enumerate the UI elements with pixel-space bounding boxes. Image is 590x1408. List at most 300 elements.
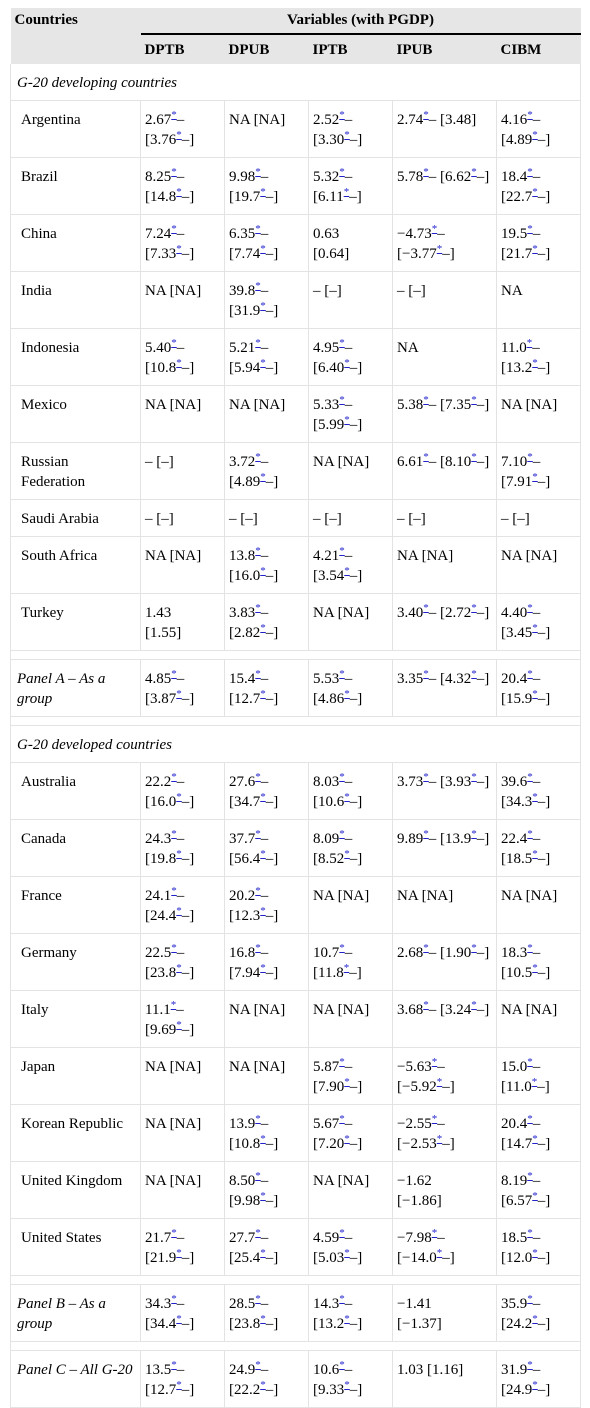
value-line: NA [NA] bbox=[313, 1173, 370, 1189]
value-line: [−14.0*–] bbox=[397, 1247, 455, 1266]
significance-marker[interactable]: * bbox=[532, 791, 538, 803]
value-line: 9.98*– bbox=[229, 166, 269, 185]
country-cell: Japan bbox=[11, 1048, 141, 1105]
significance-marker[interactable]: * bbox=[527, 1293, 533, 1305]
value-cell bbox=[225, 877, 309, 934]
value-line: 3.83*– bbox=[229, 602, 269, 621]
value-cell bbox=[225, 158, 309, 215]
country-cell: India bbox=[11, 272, 141, 329]
value-line: 7.24*– bbox=[145, 223, 185, 242]
value-cell bbox=[309, 820, 393, 877]
value-cell bbox=[309, 1105, 393, 1162]
value-line: [4.86*–] bbox=[313, 688, 363, 707]
significance-marker[interactable]: * bbox=[527, 1170, 533, 1182]
significance-marker[interactable]: * bbox=[423, 394, 429, 406]
value-line: 35.9*– bbox=[501, 1293, 541, 1312]
value-cell bbox=[225, 443, 309, 500]
value-line: NA [NA] bbox=[501, 548, 558, 564]
significance-marker[interactable]: * bbox=[339, 166, 345, 178]
significance-marker[interactable]: * bbox=[343, 186, 350, 198]
value-line: – [–] bbox=[501, 511, 530, 527]
significance-marker[interactable]: * bbox=[344, 357, 350, 369]
significance-marker[interactable]: * bbox=[176, 1019, 182, 1031]
significance-marker[interactable]: * bbox=[260, 791, 266, 803]
significance-marker[interactable]: * bbox=[255, 1113, 261, 1125]
value-line: [10.8*–] bbox=[145, 357, 195, 376]
significance-marker[interactable]: * bbox=[260, 357, 266, 369]
significance-marker[interactable]: * bbox=[255, 828, 261, 840]
significance-marker[interactable]: * bbox=[260, 622, 266, 634]
value-cell bbox=[141, 500, 225, 537]
significance-marker[interactable]: * bbox=[532, 1133, 538, 1145]
significance-marker[interactable]: * bbox=[527, 1359, 533, 1371]
significance-marker[interactable]: * bbox=[260, 565, 266, 577]
value-line: NA [NA] bbox=[145, 548, 202, 564]
table-row bbox=[11, 537, 581, 594]
value-cell bbox=[393, 158, 497, 215]
value-cell bbox=[393, 1162, 497, 1219]
significance-marker[interactable]: * bbox=[527, 1056, 533, 1068]
value-line: 8.50*– bbox=[229, 1170, 269, 1189]
value-cell bbox=[393, 877, 497, 934]
value-cell bbox=[393, 991, 497, 1048]
significance-marker[interactable]: * bbox=[344, 848, 350, 860]
country-cell: Panel B – As a group bbox=[11, 1285, 141, 1342]
value-line: [7.90*–] bbox=[313, 1076, 363, 1095]
significance-marker[interactable]: * bbox=[527, 223, 533, 235]
value-cell bbox=[141, 1351, 225, 1408]
significance-marker[interactable]: * bbox=[339, 1293, 345, 1305]
value-cell bbox=[141, 443, 225, 500]
spacer-cell bbox=[11, 717, 581, 726]
significance-marker[interactable]: * bbox=[471, 166, 477, 178]
section-header-row bbox=[11, 64, 581, 101]
value-cell bbox=[309, 877, 393, 934]
value-line: 13.9*– bbox=[229, 1113, 269, 1132]
significance-marker[interactable]: * bbox=[255, 451, 261, 463]
value-line: [12.7*–] bbox=[145, 1379, 195, 1398]
value-line: NA bbox=[501, 283, 523, 299]
significance-marker[interactable]: * bbox=[170, 999, 177, 1011]
value-line: 16.8*– bbox=[229, 942, 269, 961]
significance-marker[interactable]: * bbox=[255, 1227, 261, 1239]
value-line: NA [NA] bbox=[145, 1059, 202, 1075]
significance-marker[interactable]: * bbox=[527, 771, 533, 783]
table-row bbox=[11, 594, 581, 651]
significance-marker[interactable]: * bbox=[176, 357, 182, 369]
value-line: [14.7*–] bbox=[501, 1133, 551, 1152]
value-cell bbox=[497, 443, 581, 500]
value-line: 5.67*– bbox=[313, 1113, 353, 1132]
significance-marker[interactable]: * bbox=[255, 545, 261, 557]
significance-marker[interactable]: * bbox=[423, 109, 429, 121]
country-cell: Australia bbox=[11, 763, 141, 820]
significance-marker[interactable]: * bbox=[176, 1379, 182, 1391]
significance-marker[interactable]: * bbox=[344, 1313, 350, 1325]
significance-marker[interactable]: * bbox=[471, 828, 477, 840]
significance-marker[interactable]: * bbox=[339, 394, 345, 406]
value-cell bbox=[497, 537, 581, 594]
significance-marker[interactable]: * bbox=[260, 688, 266, 700]
significance-marker[interactable]: * bbox=[176, 129, 182, 141]
countries-header: Countries bbox=[11, 8, 141, 64]
significance-marker[interactable]: * bbox=[176, 905, 182, 917]
significance-marker[interactable]: * bbox=[255, 1293, 261, 1305]
country-cell: Turkey bbox=[11, 594, 141, 651]
significance-marker[interactable]: * bbox=[532, 357, 538, 369]
value-cell bbox=[497, 594, 581, 651]
value-line: [8.52*–] bbox=[313, 848, 363, 867]
significance-marker[interactable]: * bbox=[471, 451, 477, 463]
significance-marker[interactable]: * bbox=[471, 668, 477, 680]
significance-marker[interactable]: * bbox=[171, 668, 177, 680]
value-cell bbox=[225, 934, 309, 991]
value-cell bbox=[393, 1285, 497, 1342]
value-line: NA bbox=[397, 340, 419, 356]
significance-marker[interactable]: * bbox=[176, 243, 182, 255]
significance-marker[interactable]: * bbox=[527, 1227, 533, 1239]
significance-marker[interactable]: * bbox=[431, 1227, 438, 1239]
significance-marker[interactable]: * bbox=[339, 668, 345, 680]
spacer-cell bbox=[11, 1276, 581, 1285]
significance-marker[interactable]: * bbox=[255, 942, 261, 954]
value-cell bbox=[497, 1162, 581, 1219]
significance-marker[interactable]: * bbox=[260, 1190, 266, 1202]
significance-marker[interactable]: * bbox=[526, 337, 533, 349]
value-line: 5.32*– bbox=[313, 166, 353, 185]
significance-marker[interactable]: * bbox=[344, 565, 350, 577]
significance-marker[interactable]: * bbox=[471, 602, 477, 614]
value-cell bbox=[497, 386, 581, 443]
significance-marker[interactable]: * bbox=[471, 942, 477, 954]
significance-marker[interactable]: * bbox=[423, 942, 429, 954]
significance-marker[interactable]: * bbox=[255, 166, 261, 178]
value-line: NA [NA] bbox=[229, 1002, 286, 1018]
significance-marker[interactable]: * bbox=[532, 129, 538, 141]
significance-marker[interactable]: * bbox=[176, 791, 182, 803]
significance-marker[interactable]: * bbox=[532, 962, 538, 974]
country-cell: South Africa bbox=[11, 537, 141, 594]
section-header-row bbox=[11, 726, 581, 763]
significance-marker[interactable]: * bbox=[471, 394, 477, 406]
significance-marker[interactable]: * bbox=[344, 129, 350, 141]
value-cell bbox=[225, 1219, 309, 1276]
value-line: [3.76*–] bbox=[145, 129, 195, 148]
significance-marker[interactable]: * bbox=[176, 962, 182, 974]
significance-marker[interactable]: * bbox=[532, 186, 538, 198]
significance-marker[interactable]: * bbox=[176, 848, 182, 860]
table-row bbox=[11, 1048, 581, 1105]
value-cell bbox=[393, 820, 497, 877]
significance-marker[interactable]: * bbox=[260, 1313, 266, 1325]
significance-marker[interactable]: * bbox=[255, 337, 261, 349]
value-line: 3.35*– [4.32*–] bbox=[397, 668, 490, 687]
significance-marker[interactable]: * bbox=[255, 1170, 261, 1182]
value-line: 18.5*– bbox=[501, 1227, 541, 1246]
significance-marker[interactable]: * bbox=[260, 471, 266, 483]
value-line: 2.74*– [3.48] bbox=[397, 109, 477, 128]
significance-marker[interactable]: * bbox=[260, 243, 266, 255]
significance-marker[interactable]: * bbox=[260, 300, 266, 312]
value-line: NA [NA] bbox=[501, 1002, 558, 1018]
significance-marker[interactable]: * bbox=[255, 280, 261, 292]
significance-marker[interactable]: * bbox=[532, 471, 538, 483]
value-line: 15.4*– bbox=[229, 668, 269, 687]
significance-marker[interactable]: * bbox=[423, 602, 429, 614]
significance-marker[interactable]: * bbox=[423, 828, 429, 840]
significance-marker[interactable]: * bbox=[527, 109, 533, 121]
value-line: 22.5*– bbox=[145, 942, 185, 961]
significance-marker[interactable]: * bbox=[532, 1190, 538, 1202]
value-line: [5.94*–] bbox=[229, 357, 279, 376]
country-cell: Brazil bbox=[11, 158, 141, 215]
significance-marker[interactable]: * bbox=[255, 602, 261, 614]
value-line: 2.68*– [1.90*–] bbox=[397, 942, 490, 961]
significance-marker[interactable]: * bbox=[431, 223, 438, 235]
table-row bbox=[11, 215, 581, 272]
value-line: 34.3*– bbox=[145, 1293, 185, 1312]
value-cell bbox=[141, 934, 225, 991]
significance-marker[interactable]: * bbox=[527, 668, 533, 680]
value-line: [12.0*–] bbox=[501, 1247, 551, 1266]
value-line: 5.38*– [7.35*–] bbox=[397, 394, 490, 413]
significance-marker[interactable]: * bbox=[171, 771, 177, 783]
significance-marker[interactable]: * bbox=[344, 1133, 350, 1145]
significance-marker[interactable]: * bbox=[436, 1133, 443, 1145]
table-header bbox=[11, 8, 581, 64]
significance-marker[interactable]: * bbox=[339, 109, 345, 121]
value-line: [2.82*–] bbox=[229, 622, 279, 641]
value-line: 37.7*– bbox=[229, 828, 269, 847]
value-line: −1.41 bbox=[397, 1296, 432, 1312]
value-line: [4.89*–] bbox=[501, 129, 551, 148]
value-cell bbox=[309, 158, 393, 215]
significance-marker[interactable]: * bbox=[423, 451, 429, 463]
value-line: 4.40*– bbox=[501, 602, 541, 621]
significance-marker[interactable]: * bbox=[260, 1133, 266, 1145]
value-line: [18.5*–] bbox=[501, 848, 551, 867]
significance-marker[interactable]: * bbox=[431, 1113, 438, 1125]
value-line: [13.2*–] bbox=[313, 1313, 363, 1332]
significance-marker[interactable]: * bbox=[176, 688, 182, 700]
table-row bbox=[11, 820, 581, 877]
significance-marker[interactable]: * bbox=[339, 771, 345, 783]
country-cell: Saudi Arabia bbox=[11, 500, 141, 537]
significance-marker[interactable]: * bbox=[532, 1379, 538, 1391]
value-cell bbox=[393, 101, 497, 158]
significance-marker[interactable]: * bbox=[171, 828, 177, 840]
value-cell bbox=[309, 1285, 393, 1342]
significance-marker[interactable]: * bbox=[176, 186, 182, 198]
country-cell: Mexico bbox=[11, 386, 141, 443]
value-cell bbox=[141, 820, 225, 877]
significance-marker[interactable]: * bbox=[260, 1247, 266, 1259]
value-cell bbox=[141, 991, 225, 1048]
significance-marker[interactable]: * bbox=[171, 337, 177, 349]
value-line: 5.78*– [6.62*–] bbox=[397, 166, 490, 185]
value-cell bbox=[225, 594, 309, 651]
significance-marker[interactable]: * bbox=[527, 166, 533, 178]
significance-marker[interactable]: * bbox=[344, 1247, 350, 1259]
value-cell bbox=[141, 329, 225, 386]
significance-marker[interactable]: * bbox=[431, 1056, 438, 1068]
value-line: [11.8*–] bbox=[313, 962, 362, 981]
significance-marker[interactable]: * bbox=[527, 602, 533, 614]
value-line: 20.4*– bbox=[501, 668, 541, 687]
value-cell bbox=[309, 272, 393, 329]
country-cell: Canada bbox=[11, 820, 141, 877]
significance-marker[interactable]: * bbox=[260, 186, 266, 198]
significance-marker[interactable]: * bbox=[344, 414, 350, 426]
significance-marker[interactable]: * bbox=[255, 1359, 261, 1371]
significance-marker[interactable]: * bbox=[176, 1247, 182, 1259]
value-line: [10.8*–] bbox=[229, 1133, 279, 1152]
value-line: [7.20*–] bbox=[313, 1133, 363, 1152]
significance-marker[interactable]: * bbox=[531, 1076, 538, 1088]
significance-marker[interactable]: * bbox=[423, 668, 429, 680]
value-line: [16.0*–] bbox=[229, 565, 279, 584]
significance-marker[interactable]: * bbox=[176, 1313, 182, 1325]
value-line: 4.21*– bbox=[313, 545, 353, 564]
significance-marker[interactable]: * bbox=[171, 942, 177, 954]
significance-marker[interactable]: * bbox=[471, 999, 477, 1011]
significance-marker[interactable]: * bbox=[260, 1379, 266, 1391]
significance-marker[interactable]: * bbox=[171, 109, 177, 121]
significance-marker[interactable]: * bbox=[344, 688, 350, 700]
significance-marker[interactable]: * bbox=[171, 885, 177, 897]
value-line: [24.2*–] bbox=[501, 1313, 551, 1332]
value-line: 24.1*– bbox=[145, 885, 185, 904]
significance-marker[interactable]: * bbox=[344, 1076, 350, 1088]
value-line: [3.45*–] bbox=[501, 622, 551, 641]
significance-marker[interactable]: * bbox=[339, 942, 345, 954]
country-cell: Germany bbox=[11, 934, 141, 991]
country-cell: Panel A – As a group bbox=[11, 660, 141, 717]
significance-marker[interactable]: * bbox=[171, 1293, 177, 1305]
significance-marker[interactable]: * bbox=[423, 771, 429, 783]
table-row bbox=[11, 500, 581, 537]
significance-marker[interactable]: * bbox=[527, 942, 533, 954]
significance-marker[interactable]: * bbox=[339, 545, 345, 557]
value-line: 11.1*– bbox=[145, 999, 184, 1018]
value-cell bbox=[225, 1351, 309, 1408]
significance-marker[interactable]: * bbox=[436, 1247, 443, 1259]
country-cell: Russian Federation bbox=[11, 443, 141, 500]
value-line: 2.67*– bbox=[145, 109, 185, 128]
value-line: [6.40*–] bbox=[313, 357, 363, 376]
value-line: 39.6*– bbox=[501, 771, 541, 790]
value-line: 18.4*– bbox=[501, 166, 541, 185]
value-line: NA [NA] bbox=[397, 548, 454, 564]
value-line: 13.8*– bbox=[229, 545, 269, 564]
significance-marker[interactable]: * bbox=[436, 1076, 443, 1088]
value-line: 3.68*– [3.24*–] bbox=[397, 999, 490, 1018]
significance-marker[interactable]: * bbox=[339, 337, 345, 349]
value-line: 28.5*– bbox=[229, 1293, 269, 1312]
significance-marker[interactable]: * bbox=[171, 166, 177, 178]
value-cell bbox=[497, 934, 581, 991]
significance-marker[interactable]: * bbox=[436, 243, 443, 255]
significance-marker[interactable]: * bbox=[471, 771, 477, 783]
country-cell: Italy bbox=[11, 991, 141, 1048]
value-cell bbox=[393, 1048, 497, 1105]
value-line: [19.8*–] bbox=[145, 848, 195, 867]
value-cell bbox=[309, 329, 393, 386]
value-line: 10.6*– bbox=[313, 1359, 353, 1378]
significance-marker[interactable]: * bbox=[339, 1359, 345, 1371]
value-line: 5.40*– bbox=[145, 337, 185, 356]
significance-marker[interactable]: * bbox=[532, 1313, 538, 1325]
value-line: [4.89*–] bbox=[229, 471, 279, 490]
significance-marker[interactable]: * bbox=[532, 688, 538, 700]
value-line: NA [NA] bbox=[501, 397, 558, 413]
table-row bbox=[11, 272, 581, 329]
value-line: [10.6*–] bbox=[313, 791, 363, 810]
significance-marker[interactable]: * bbox=[171, 1227, 177, 1239]
significance-marker[interactable]: * bbox=[260, 962, 266, 974]
value-line: [5.03*–] bbox=[313, 1247, 363, 1266]
value-line: [6.11*–] bbox=[313, 186, 362, 205]
significance-marker[interactable]: * bbox=[532, 848, 538, 860]
significance-marker[interactable]: * bbox=[527, 451, 533, 463]
value-line: [−1.37] bbox=[397, 1316, 442, 1332]
significance-marker[interactable]: * bbox=[255, 223, 261, 235]
significance-marker[interactable]: * bbox=[532, 243, 538, 255]
value-cell bbox=[393, 1219, 497, 1276]
value-line: [−5.92*–] bbox=[397, 1076, 455, 1095]
significance-marker[interactable]: * bbox=[260, 905, 266, 917]
significance-marker[interactable]: * bbox=[344, 1379, 350, 1391]
spacer-cell bbox=[11, 651, 581, 660]
value-line: 3.73*– [3.93*–] bbox=[397, 771, 490, 790]
significance-marker[interactable]: * bbox=[171, 223, 177, 235]
significance-marker[interactable]: * bbox=[339, 1227, 345, 1239]
significance-marker[interactable]: * bbox=[344, 791, 350, 803]
significance-marker[interactable]: * bbox=[527, 828, 533, 840]
value-line: – [–] bbox=[313, 283, 342, 299]
value-line: NA [NA] bbox=[397, 888, 454, 904]
significance-marker[interactable]: * bbox=[171, 1359, 177, 1371]
value-line: [25.4*–] bbox=[229, 1247, 279, 1266]
significance-marker[interactable]: * bbox=[255, 885, 261, 897]
value-line: 13.5*– bbox=[145, 1359, 185, 1378]
significance-marker[interactable]: * bbox=[527, 1113, 533, 1125]
significance-marker[interactable]: * bbox=[260, 848, 266, 860]
value-line: [21.9*–] bbox=[145, 1247, 195, 1266]
value-line: 4.59*– bbox=[313, 1227, 353, 1246]
value-cell bbox=[141, 1162, 225, 1219]
significance-marker[interactable]: * bbox=[339, 1056, 345, 1068]
value-cell bbox=[141, 1285, 225, 1342]
significance-marker[interactable]: * bbox=[532, 1247, 538, 1259]
table-row bbox=[11, 763, 581, 820]
significance-marker[interactable]: * bbox=[339, 1113, 345, 1125]
value-cell bbox=[309, 660, 393, 717]
significance-marker[interactable]: * bbox=[255, 668, 261, 680]
significance-marker[interactable]: * bbox=[423, 166, 429, 178]
value-line: [7.94*–] bbox=[229, 962, 279, 981]
value-line: [12.3*–] bbox=[229, 905, 279, 924]
table-row bbox=[11, 443, 581, 500]
country-cell: Argentina bbox=[11, 101, 141, 158]
value-cell bbox=[309, 1351, 393, 1408]
significance-marker[interactable]: * bbox=[339, 828, 345, 840]
column-header-dpub: DPUB bbox=[225, 34, 309, 64]
significance-marker[interactable]: * bbox=[343, 962, 350, 974]
significance-marker[interactable]: * bbox=[423, 999, 429, 1011]
significance-marker[interactable]: * bbox=[255, 771, 261, 783]
significance-marker[interactable]: * bbox=[532, 622, 538, 634]
